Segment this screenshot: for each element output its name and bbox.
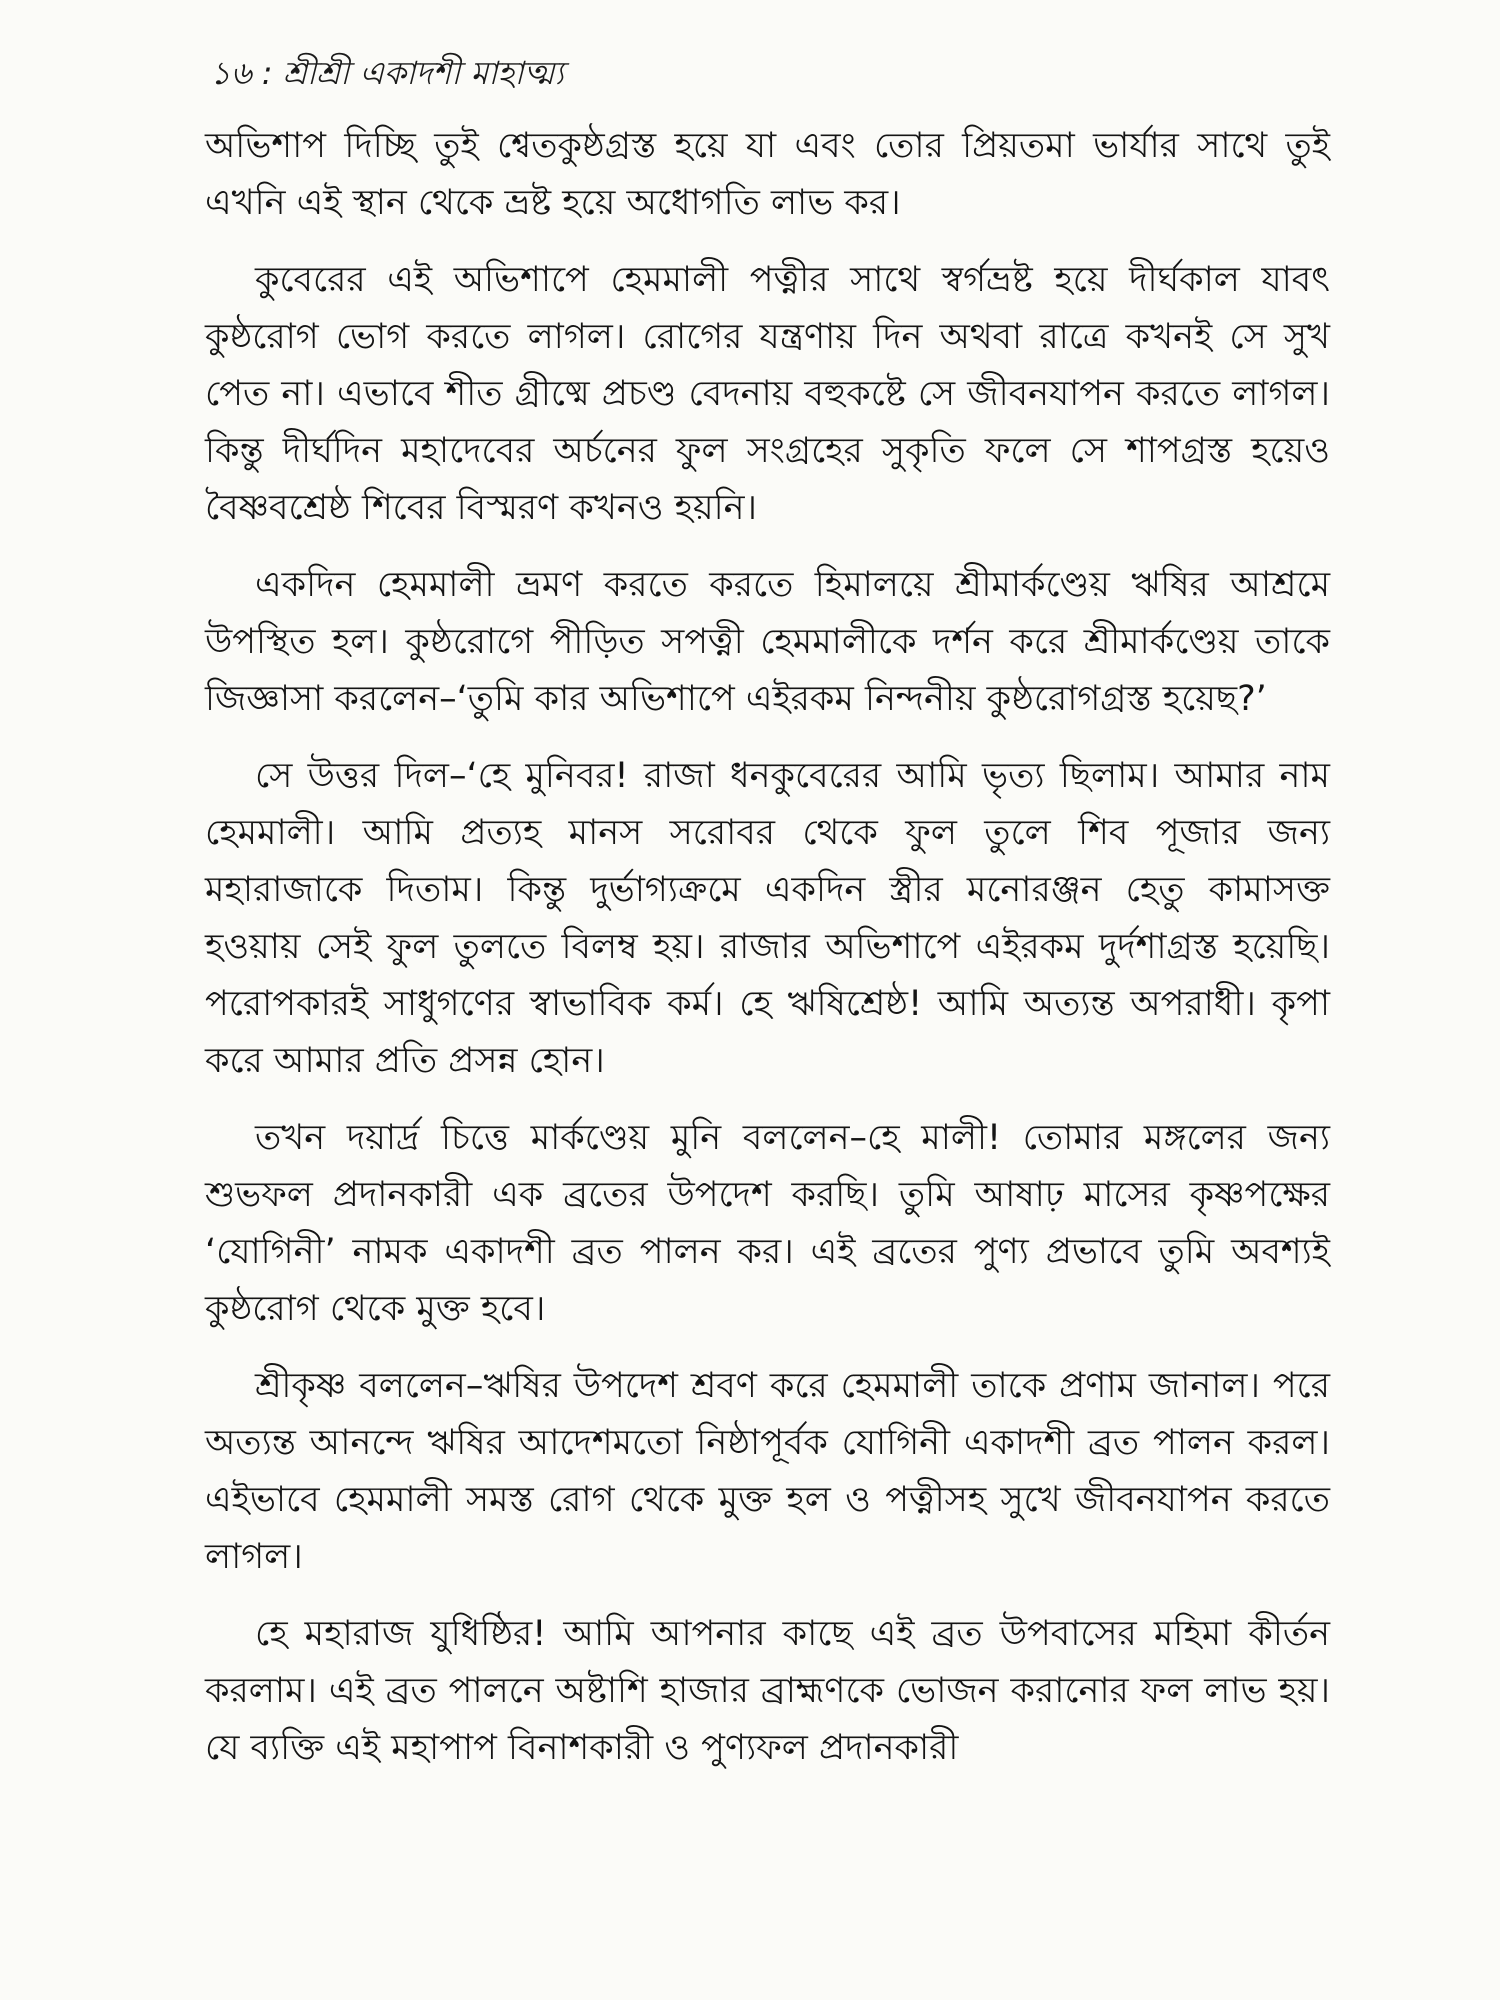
paragraph-1: অভিশাপ দিচ্ছি তুই শ্বেতকুষ্ঠগ্রস্ত হয়ে যা এবং তোর প্রিয়তমা ভার্যার সাথে তুই এখনি এই স্থান থেকে ভ্রষ্ট হয়ে অধোগতি লাভ কর। xyxy=(205,126,1330,223)
paragraph-7: হে মহারাজ যুধিষ্ঠির! আমি আপনার কাছে এই ব্রত উপবাসের মহিমা কীর্তন করলাম। এই ব্রত পালনে অষ্টাশি হাজার ব্রাহ্মণকে ভোজন করানোর ফল লাভ হয়। যে ব্যক্তি এই মহাপাপ বিনাশকারী ও পুণ্যফল প্রদানকারী xyxy=(205,1614,1330,1768)
running-header: ১৬ : শ্রীশ্রী একাদশী মাহাত্ম্য xyxy=(210,54,564,92)
paragraph-5: তখন দয়ার্দ্র চিত্তে মার্কণ্ডেয় মুনি বললেন–হে মালী! তোমার মঙ্গলের জন্য শুভফল প্রদানকারী এক ব্রতের উপদেশ করছি। তুমি আষাঢ় মাসের কৃষ্ণপক্ষের ‘যোগিনী’ নামক একাদশী ব্রত পালন কর। এই ব্রতের পুণ্য প্রভাবে তুমি অবশ্যই কুষ্ঠরোগ থেকে মুক্ত হবে। xyxy=(205,1118,1330,1329)
paragraph-6: শ্রীকৃষ্ণ বললেন–ঋষির উপদেশ শ্রবণ করে হেমমালী তাকে প্রণাম জানাল। পরে অত্যন্ত আনন্দে ঋষির আদেশমতো নিষ্ঠাপূর্বক যোগিনী একাদশী ব্রত পালন করল। এইভাবে হেমমালী সমস্ত রোগ থেকে মুক্ত হল ও পত্নীসহ সুখে জীবনযাপন করতে লাগল। xyxy=(205,1366,1330,1577)
paragraph-3: একদিন হেমমালী ভ্রমণ করতে করতে হিমালয়ে শ্রীমার্কণ্ডেয় ঋষির আশ্রমে উপস্থিত হল। কুষ্ঠরোগে পীড়িত সপত্নী হেমমালীকে দর্শন করে শ্রীমার্কণ্ডেয় তাকে জিজ্ঞাসা করলেন–‘তুমি কার অভিশাপে এইরকম নিন্দনীয় কুষ্ঠরোগগ্রস্ত হয়েছ?’ xyxy=(205,565,1330,719)
paragraph-4: সে উত্তর দিল–‘হে মুনিবর! রাজা ধনকুবেরের আমি ভৃত্য ছিলাম। আমার নাম হেমমালী। আমি প্রত্যহ মানস সরোবর থেকে ফুল তুলে শিব পূজার জন্য মহারাজাকে দিতাম। কিন্তু দুর্ভাগ্যক্রমে একদিন স্ত্রীর মনোরঞ্জন হেতু কামাসক্ত হওয়ায় সেই ফুল তুলতে বিলম্ব হয়। রাজার অভিশাপে এইরকম দুর্দশাগ্রস্ত হয়েছি। পরোপকারই সাধুগণের স্বাভাবিক কর্ম। হে ঋষিশ্রেষ্ঠ! আমি অত্যন্ত অপরাধী। কৃপা করে আমার প্রতি প্রসন্ন হোন। xyxy=(205,756,1330,1081)
page-body xyxy=(205,118,1330,1797)
paragraph-2: কুবেরের এই অভিশাপে হেমমালী পত্নীর সাথে স্বর্গভ্রষ্ট হয়ে দীর্ঘকাল যাবৎ কুষ্ঠরোগ ভোগ করতে লাগল। রোগের যন্ত্রণায় দিন অথবা রাত্রে কখনই সে সুখ পেত না। এভাবে শীত গ্রীষ্মে প্রচণ্ড বেদনায় বহুকষ্টে সে জীবনযাপন করতে লাগল। কিন্তু দীর্ঘদিন মহাদেবের অর্চনের ফুল সংগ্রহের সুকৃতি ফলে সে শাপগ্রস্ত হয়েও বৈষ্ণবশ্রেষ্ঠ শিবের বিস্মরণ কখনও হয়নি। xyxy=(205,260,1330,528)
